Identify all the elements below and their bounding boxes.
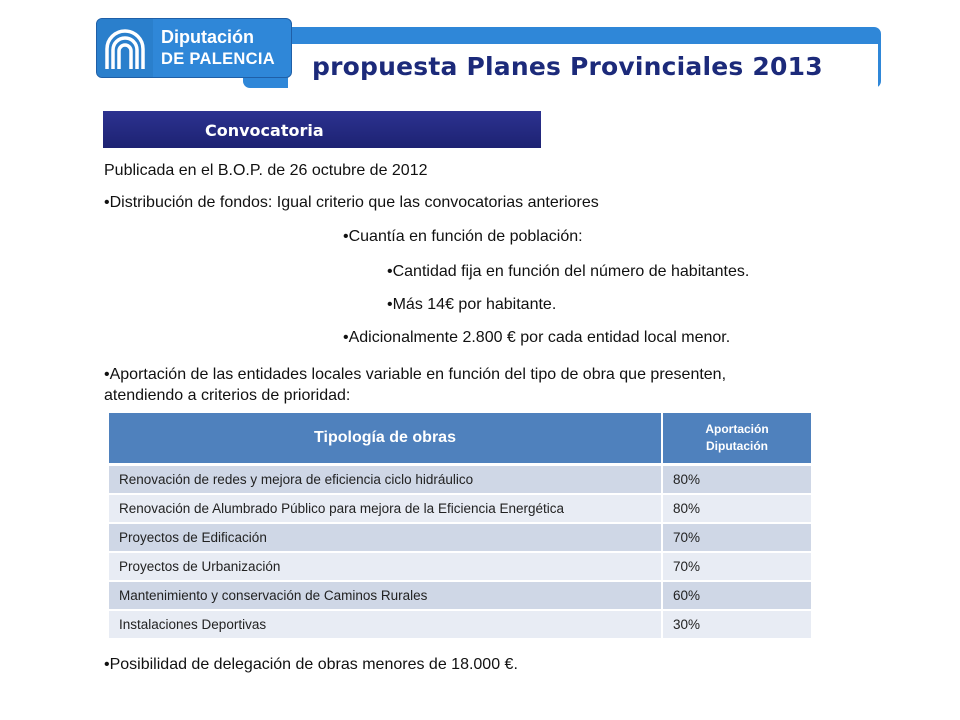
contribution-line1: •Aportación de las entidades locales variable en función del tipo de obra que presenten, [104,366,727,383]
row-type: Proyectos de Urbanización [109,552,662,581]
works-type-table [109,413,813,640]
table-row [109,465,812,495]
table-row [109,552,812,581]
row-pct: 70% [662,523,812,552]
row-pct: 30% [662,610,812,639]
header-contribution-line2: Diputación [706,439,768,453]
row-type: Renovación de Alumbrado Público para mejora de la Eficiencia Energética [109,494,662,523]
table-row [109,610,812,639]
table-row [109,523,812,552]
header-typology: Tipología de obras [109,413,662,465]
row-type: Mantenimiento y conservación de Caminos Rurales [109,581,662,610]
delegation-bullet: •Posibilidad de delegación de obras menores de 18.000 €. [104,656,518,673]
header-contribution [662,413,812,465]
additional-bullet: •Adicionalmente 2.800 € por cada entidad local menor. [343,329,731,346]
per-capita-bullet: •Más 14€ por habitante. [387,296,557,313]
logo-text-line1: Diputación [161,27,254,47]
arch-logo-icon [97,19,153,77]
row-pct: 80% [662,494,812,523]
fixed-amount-bullet: •Cantidad fija en función del número de habitantes. [387,263,750,280]
logo-text-line2: DE PALENCIA [161,50,275,68]
section-label: Convocatoria [205,121,324,140]
contribution-bullet [104,364,726,406]
page-title: propuesta Planes Provinciales 2013 [312,52,823,81]
row-type: Instalaciones Deportivas [109,610,662,639]
header-contribution-line1: Aportación [705,422,769,436]
row-pct: 60% [662,581,812,610]
row-type: Renovación de redes y mejora de eficiencia ciclo hidráulico [109,465,662,495]
table-row [109,494,812,523]
table-row [109,581,812,610]
published-text: Publicada en el B.O.P. de 26 octubre de 2012 [104,162,428,179]
amount-bullet: •Cuantía en función de población: [343,228,583,245]
row-pct: 80% [662,465,812,495]
logo [96,18,292,78]
table-header-row [109,413,812,465]
distribution-bullet: •Distribución de fondos: Igual criterio que las convocatorias anteriores [104,194,599,211]
contribution-line2: atendiendo a criterios de prioridad: [104,387,351,404]
row-pct: 70% [662,552,812,581]
row-type: Proyectos de Edificación [109,523,662,552]
